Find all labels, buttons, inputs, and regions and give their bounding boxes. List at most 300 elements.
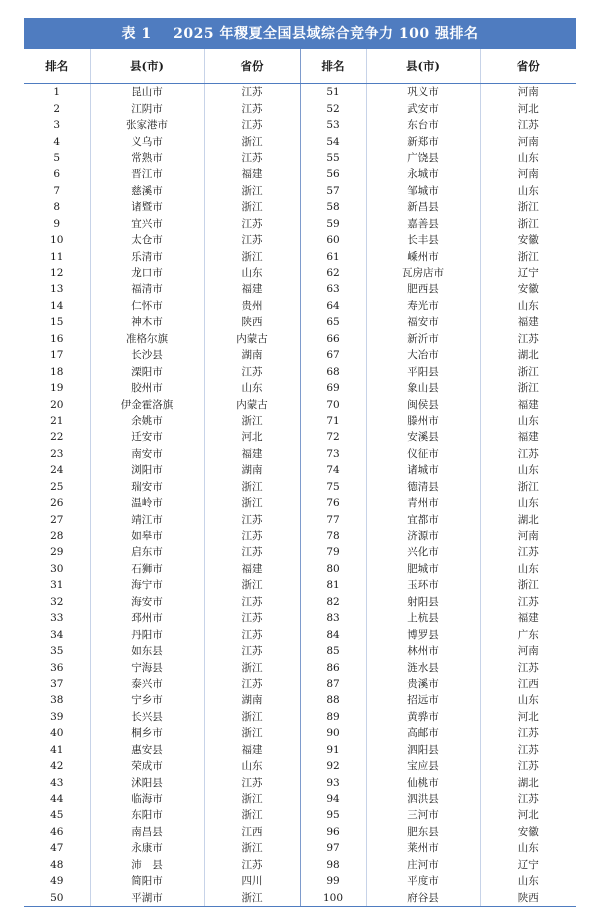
rank-cell-right: 80 — [300, 561, 366, 577]
province-cell-left: 江苏 — [204, 232, 300, 248]
rank-cell-right: 87 — [300, 676, 366, 692]
table-row — [24, 807, 576, 823]
table-caption: 2025 年稷夏全国县域综合竞争力 100 强排名 — [173, 26, 479, 42]
rank-cell-right: 73 — [300, 446, 366, 462]
county-cell-right: 肥城市 — [366, 561, 480, 577]
rank-cell-left: 5 — [53, 151, 61, 164]
table-row — [24, 840, 576, 856]
county-cell-left: 启东市 — [90, 544, 204, 560]
province-cell-left: 内蒙古 — [204, 331, 300, 347]
rank-cell-left: 1 — [53, 86, 61, 99]
province-cell-left: 江苏 — [204, 117, 300, 133]
province-cell-right: 山东 — [480, 840, 576, 856]
county-cell-right: 平阳县 — [366, 363, 480, 379]
rank-cell-right: 96 — [300, 824, 366, 840]
rank-cell-right: 99 — [300, 873, 366, 889]
header-rank-right: 排名 — [300, 49, 366, 84]
county-cell-right: 贵溪市 — [366, 676, 480, 692]
province-cell-right: 山东 — [480, 495, 576, 511]
province-cell-right: 江苏 — [480, 659, 576, 675]
rank-cell-left: 35 — [50, 645, 64, 658]
rank-cell-right: 100 — [300, 889, 366, 906]
rank-cell-right: 98 — [300, 857, 366, 873]
rank-cell-right: 54 — [300, 133, 366, 149]
table-row — [24, 659, 576, 675]
county-cell-right: 福安市 — [366, 314, 480, 330]
rank-cell-right: 52 — [300, 100, 366, 116]
table-row — [24, 429, 576, 445]
rank-cell-right: 74 — [300, 462, 366, 478]
county-cell-left: 平湖市 — [90, 889, 204, 906]
rank-cell-right: 65 — [300, 314, 366, 330]
rank-cell-left: 13 — [50, 283, 64, 296]
rank-cell-right: 86 — [300, 659, 366, 675]
province-cell-right: 山东 — [480, 561, 576, 577]
county-cell-right: 安溪县 — [366, 429, 480, 445]
table-row — [24, 725, 576, 741]
rank-cell-left: 22 — [50, 431, 64, 444]
county-cell-left: 简阳市 — [90, 873, 204, 889]
province-cell-left: 山东 — [204, 758, 300, 774]
province-cell-right: 河南 — [480, 133, 576, 149]
county-cell-left: 长兴县 — [90, 709, 204, 725]
county-cell-right: 新昌县 — [366, 199, 480, 215]
rank-cell-right: 78 — [300, 528, 366, 544]
table-row — [24, 396, 576, 412]
province-cell-left: 浙江 — [204, 889, 300, 906]
rank-cell-right: 59 — [300, 216, 366, 232]
province-cell-left: 福建 — [204, 446, 300, 462]
county-cell-left: 海安市 — [90, 594, 204, 610]
table-row — [24, 610, 576, 626]
province-cell-right: 浙江 — [480, 363, 576, 379]
county-cell-left: 晋江市 — [90, 166, 204, 182]
rank-cell-left: 10 — [50, 234, 64, 247]
province-cell-right: 江苏 — [480, 331, 576, 347]
rank-cell-left: 36 — [50, 661, 64, 674]
rank-cell-right: 61 — [300, 248, 366, 264]
province-cell-right: 江苏 — [480, 742, 576, 758]
county-cell-right: 肥西县 — [366, 281, 480, 297]
rank-cell-left: 14 — [50, 299, 64, 312]
rank-cell-left: 12 — [50, 267, 64, 280]
table-row — [24, 232, 576, 248]
county-cell-right: 瓦房店市 — [366, 265, 480, 281]
province-cell-left: 浙江 — [204, 840, 300, 856]
county-cell-right: 泗阳县 — [366, 742, 480, 758]
county-cell-right: 永城市 — [366, 166, 480, 182]
county-cell-left: 浏阳市 — [90, 462, 204, 478]
table-row — [24, 774, 576, 790]
table-row — [24, 495, 576, 511]
rank-cell-right: 70 — [300, 396, 366, 412]
province-cell-left: 江苏 — [204, 363, 300, 379]
province-cell-left: 浙江 — [204, 709, 300, 725]
county-cell-right: 涟水县 — [366, 659, 480, 675]
county-cell-left: 长沙县 — [90, 347, 204, 363]
province-cell-right: 山东 — [480, 873, 576, 889]
county-cell-right: 泗洪县 — [366, 791, 480, 807]
header-county-left: 县(市) — [90, 49, 204, 84]
county-cell-left: 桐乡市 — [90, 725, 204, 741]
county-cell-right: 宜都市 — [366, 511, 480, 527]
county-cell-right: 武安市 — [366, 100, 480, 116]
province-cell-left: 浙江 — [204, 659, 300, 675]
county-cell-left: 仁怀市 — [90, 298, 204, 314]
rank-cell-left: 39 — [50, 710, 64, 723]
county-cell-right: 滕州市 — [366, 413, 480, 429]
province-cell-right: 浙江 — [480, 216, 576, 232]
rank-cell-left: 11 — [50, 250, 64, 263]
county-cell-left: 诸暨市 — [90, 199, 204, 215]
province-cell-right: 安徽 — [480, 824, 576, 840]
rank-cell-right: 88 — [300, 692, 366, 708]
county-cell-left: 迁安市 — [90, 429, 204, 445]
county-cell-left: 福清市 — [90, 281, 204, 297]
rank-cell-left: 40 — [50, 727, 64, 740]
rank-cell-left: 28 — [50, 530, 64, 543]
rank-cell-right: 77 — [300, 511, 366, 527]
province-cell-left: 浙江 — [204, 248, 300, 264]
province-cell-left: 浙江 — [204, 413, 300, 429]
rank-cell-left: 44 — [50, 793, 64, 806]
county-cell-right: 嘉善县 — [366, 216, 480, 232]
rank-cell-left: 20 — [50, 398, 64, 411]
county-cell-right: 仪征市 — [366, 446, 480, 462]
province-cell-right: 浙江 — [480, 199, 576, 215]
county-cell-right: 新郑市 — [366, 133, 480, 149]
rank-cell-right: 56 — [300, 166, 366, 182]
table-row — [24, 544, 576, 560]
table-row — [24, 742, 576, 758]
county-cell-left: 乐清市 — [90, 248, 204, 264]
rank-cell-right: 91 — [300, 742, 366, 758]
county-cell-left: 宜兴市 — [90, 216, 204, 232]
county-cell-left: 瑞安市 — [90, 479, 204, 495]
county-cell-right: 仙桃市 — [366, 774, 480, 790]
rank-cell-right: 69 — [300, 380, 366, 396]
rank-cell-left: 42 — [50, 760, 64, 773]
rank-cell-right: 64 — [300, 298, 366, 314]
county-cell-right: 上杭县 — [366, 610, 480, 626]
province-cell-left: 浙江 — [204, 807, 300, 823]
county-cell-right: 庄河市 — [366, 857, 480, 873]
table-row — [24, 889, 576, 906]
province-cell-right: 湖北 — [480, 774, 576, 790]
table-row — [24, 676, 576, 692]
rank-cell-right: 63 — [300, 281, 366, 297]
rank-cell-right: 60 — [300, 232, 366, 248]
county-cell-left: 温岭市 — [90, 495, 204, 511]
rank-cell-right: 95 — [300, 807, 366, 823]
table-row — [24, 709, 576, 725]
county-cell-left: 靖江市 — [90, 511, 204, 527]
county-cell-left: 伊金霍洛旗 — [90, 396, 204, 412]
rank-cell-left: 25 — [50, 480, 64, 493]
table-row — [24, 133, 576, 149]
province-cell-right: 安徽 — [480, 281, 576, 297]
county-cell-left: 石狮市 — [90, 561, 204, 577]
rank-cell-right: 84 — [300, 626, 366, 642]
county-cell-left: 永康市 — [90, 840, 204, 856]
header-province-left: 省份 — [204, 49, 300, 84]
province-cell-right: 湖北 — [480, 347, 576, 363]
rank-cell-left: 30 — [50, 562, 64, 575]
province-cell-right: 河南 — [480, 84, 576, 101]
province-cell-right: 浙江 — [480, 479, 576, 495]
province-cell-left: 江苏 — [204, 100, 300, 116]
table-row — [24, 248, 576, 264]
rank-cell-left: 37 — [50, 677, 64, 690]
county-cell-left: 荣成市 — [90, 758, 204, 774]
province-cell-left: 浙江 — [204, 199, 300, 215]
rank-cell-left: 43 — [50, 776, 64, 789]
province-cell-right: 江苏 — [480, 544, 576, 560]
rank-cell-left: 18 — [50, 365, 64, 378]
rank-cell-right: 67 — [300, 347, 366, 363]
table-title — [24, 18, 576, 48]
rank-cell-left: 8 — [53, 201, 61, 214]
table-row — [24, 331, 576, 347]
county-cell-right: 济源市 — [366, 528, 480, 544]
table-row — [24, 380, 576, 396]
header-rank-left: 排名 — [24, 49, 90, 84]
province-cell-left: 福建 — [204, 166, 300, 182]
county-cell-left: 沛 县 — [90, 857, 204, 873]
rank-cell-left: 48 — [50, 858, 64, 871]
county-cell-right: 高邮市 — [366, 725, 480, 741]
table-row — [24, 265, 576, 281]
rank-cell-left: 45 — [50, 809, 64, 822]
rank-cell-left: 19 — [50, 382, 64, 395]
rank-cell-left: 16 — [50, 332, 64, 345]
province-cell-right: 江苏 — [480, 725, 576, 741]
province-cell-right: 山东 — [480, 692, 576, 708]
county-cell-right: 平度市 — [366, 873, 480, 889]
province-cell-right: 山东 — [480, 413, 576, 429]
rank-cell-right: 55 — [300, 150, 366, 166]
province-cell-right: 山东 — [480, 462, 576, 478]
province-cell-left: 浙江 — [204, 495, 300, 511]
county-cell-left: 义乌市 — [90, 133, 204, 149]
rank-cell-left: 41 — [50, 743, 64, 756]
table-body — [24, 84, 576, 907]
table-number: 表 1 — [121, 26, 152, 42]
rank-cell-right: 57 — [300, 183, 366, 199]
county-cell-left: 常熟市 — [90, 150, 204, 166]
county-cell-right: 莱州市 — [366, 840, 480, 856]
rank-cell-right: 62 — [300, 265, 366, 281]
county-cell-left: 胶州市 — [90, 380, 204, 396]
province-cell-left: 江苏 — [204, 528, 300, 544]
rank-cell-left: 34 — [50, 628, 64, 641]
province-cell-right: 福建 — [480, 396, 576, 412]
province-cell-left: 浙江 — [204, 791, 300, 807]
rank-cell-left: 4 — [53, 135, 61, 148]
rank-cell-left: 7 — [53, 184, 61, 197]
province-cell-right: 湖北 — [480, 511, 576, 527]
county-cell-right: 东台市 — [366, 117, 480, 133]
rank-cell-left: 9 — [53, 217, 61, 230]
table-row — [24, 528, 576, 544]
county-cell-right: 德清县 — [366, 479, 480, 495]
province-cell-left: 江苏 — [204, 857, 300, 873]
county-cell-right: 寿光市 — [366, 298, 480, 314]
county-cell-left: 余姚市 — [90, 413, 204, 429]
rank-cell-left: 49 — [50, 875, 64, 888]
province-cell-left: 浙江 — [204, 577, 300, 593]
province-cell-right: 福建 — [480, 314, 576, 330]
rank-cell-left: 17 — [50, 349, 64, 362]
table-row — [24, 281, 576, 297]
table-row — [24, 150, 576, 166]
table-row — [24, 166, 576, 182]
county-cell-left: 宁海县 — [90, 659, 204, 675]
province-cell-left: 江苏 — [204, 511, 300, 527]
table-row — [24, 446, 576, 462]
rank-cell-left: 21 — [50, 414, 64, 427]
province-cell-right: 江苏 — [480, 446, 576, 462]
county-cell-right: 嵊州市 — [366, 248, 480, 264]
county-cell-left: 神木市 — [90, 314, 204, 330]
province-cell-left: 陕西 — [204, 314, 300, 330]
province-cell-left: 江苏 — [204, 84, 300, 101]
rank-cell-left: 38 — [50, 694, 64, 707]
province-cell-left: 江苏 — [204, 150, 300, 166]
province-cell-left: 湖南 — [204, 347, 300, 363]
province-cell-left: 江苏 — [204, 676, 300, 692]
county-cell-left: 昆山市 — [90, 84, 204, 101]
county-cell-right: 林州市 — [366, 643, 480, 659]
table-row — [24, 758, 576, 774]
county-cell-right: 射阳县 — [366, 594, 480, 610]
table-row — [24, 84, 576, 101]
rank-cell-left: 32 — [50, 595, 64, 608]
county-cell-left: 惠安县 — [90, 742, 204, 758]
rank-cell-right: 66 — [300, 331, 366, 347]
county-cell-left: 泰兴市 — [90, 676, 204, 692]
rank-cell-right: 90 — [300, 725, 366, 741]
province-cell-left: 山东 — [204, 380, 300, 396]
rank-cell-left: 23 — [50, 447, 64, 460]
province-cell-left: 江苏 — [204, 544, 300, 560]
province-cell-left: 河北 — [204, 429, 300, 445]
table-row — [24, 791, 576, 807]
rank-cell-right: 94 — [300, 791, 366, 807]
province-cell-left: 浙江 — [204, 183, 300, 199]
rank-cell-right: 72 — [300, 429, 366, 445]
province-cell-left: 江苏 — [204, 626, 300, 642]
province-cell-right: 河南 — [480, 643, 576, 659]
table-row — [24, 857, 576, 873]
table-row — [24, 462, 576, 478]
county-cell-left: 如东县 — [90, 643, 204, 659]
county-cell-left: 南安市 — [90, 446, 204, 462]
province-cell-left: 江苏 — [204, 216, 300, 232]
county-cell-right: 巩义市 — [366, 84, 480, 101]
county-cell-left: 龙口市 — [90, 265, 204, 281]
county-cell-left: 张家港市 — [90, 117, 204, 133]
county-cell-right: 府谷县 — [366, 889, 480, 906]
county-cell-left: 东阳市 — [90, 807, 204, 823]
province-cell-right: 山东 — [480, 150, 576, 166]
table-row — [24, 100, 576, 116]
province-cell-right: 江苏 — [480, 594, 576, 610]
rank-cell-left: 47 — [50, 842, 64, 855]
county-cell-left: 慈溪市 — [90, 183, 204, 199]
province-cell-right: 山东 — [480, 183, 576, 199]
province-cell-left: 福建 — [204, 561, 300, 577]
table-row — [24, 314, 576, 330]
rank-cell-right: 83 — [300, 610, 366, 626]
header-county-right: 县(市) — [366, 49, 480, 84]
province-cell-left: 福建 — [204, 281, 300, 297]
rank-cell-right: 79 — [300, 544, 366, 560]
county-cell-right: 宝应县 — [366, 758, 480, 774]
county-cell-right: 大冶市 — [366, 347, 480, 363]
county-cell-left: 海宁市 — [90, 577, 204, 593]
province-cell-right: 江苏 — [480, 791, 576, 807]
province-cell-left: 江苏 — [204, 594, 300, 610]
county-cell-right: 招远市 — [366, 692, 480, 708]
rank-cell-right: 82 — [300, 594, 366, 610]
county-cell-left: 太仓市 — [90, 232, 204, 248]
table-row — [24, 117, 576, 133]
table-row — [24, 413, 576, 429]
province-cell-left: 湖南 — [204, 692, 300, 708]
province-cell-left: 山东 — [204, 265, 300, 281]
province-cell-left: 浙江 — [204, 725, 300, 741]
county-cell-right: 玉环市 — [366, 577, 480, 593]
rank-cell-left: 29 — [50, 546, 64, 559]
table-row — [24, 824, 576, 840]
rank-cell-right: 58 — [300, 199, 366, 215]
county-cell-left: 如皋市 — [90, 528, 204, 544]
county-cell-left: 邳州市 — [90, 610, 204, 626]
table-row — [24, 561, 576, 577]
county-cell-left: 江阴市 — [90, 100, 204, 116]
table-row — [24, 643, 576, 659]
province-cell-right: 福建 — [480, 429, 576, 445]
province-cell-left: 浙江 — [204, 133, 300, 149]
province-cell-left: 江苏 — [204, 643, 300, 659]
province-cell-right: 江苏 — [480, 117, 576, 133]
county-cell-right: 长丰县 — [366, 232, 480, 248]
rank-cell-left: 15 — [50, 316, 64, 329]
table-row — [24, 216, 576, 232]
table-row — [24, 183, 576, 199]
ranking-table — [24, 48, 576, 907]
table-row — [24, 626, 576, 642]
province-cell-right: 浙江 — [480, 248, 576, 264]
rank-cell-right: 85 — [300, 643, 366, 659]
province-cell-right: 河南 — [480, 166, 576, 182]
table-row — [24, 298, 576, 314]
table-row — [24, 692, 576, 708]
province-cell-left: 湖南 — [204, 462, 300, 478]
table-row — [24, 479, 576, 495]
county-cell-right: 邹城市 — [366, 183, 480, 199]
header-province-right: 省份 — [480, 49, 576, 84]
rank-cell-right: 76 — [300, 495, 366, 511]
county-cell-left: 沭阳县 — [90, 774, 204, 790]
county-cell-right: 广饶县 — [366, 150, 480, 166]
rank-cell-left: 3 — [53, 119, 61, 132]
county-cell-right: 青州市 — [366, 495, 480, 511]
county-cell-left: 准格尔旗 — [90, 331, 204, 347]
province-cell-left: 内蒙古 — [204, 396, 300, 412]
rank-cell-left: 31 — [50, 579, 64, 592]
